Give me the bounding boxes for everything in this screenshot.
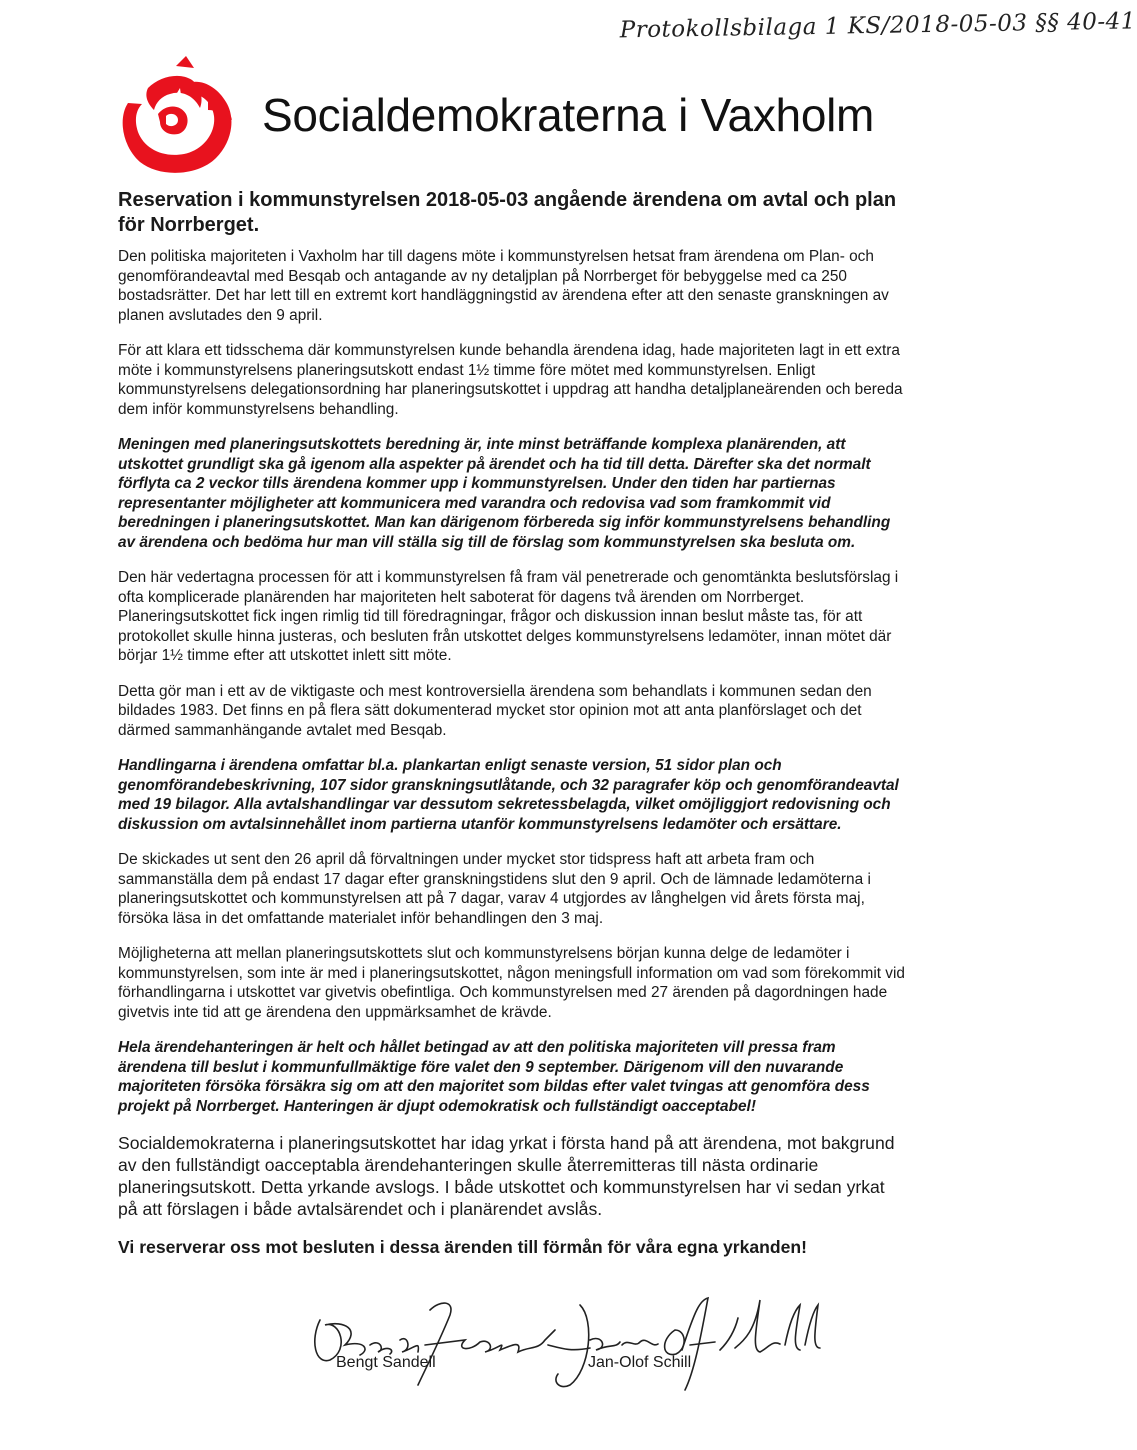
organization-title: Socialdemokraterna i Vaxholm bbox=[262, 89, 875, 141]
party-rose-logo bbox=[108, 58, 248, 178]
paragraph: För att klara ett tidsschema där kommunstyrelsen kunde behandla ärendena idag, hade majoriteten lagt in ett extra möte i kommunstyrelsens planeringsutskott endast 1½ timme före mötet med kommunstyrelsen. Enligt kommunstyrelsens delegationsordning har planeringsutskottet i uppdrag att handha detaljplaneärenden och bereda dem inför kommunstyrelsens behandling. bbox=[118, 342, 903, 418]
paragraph-large: Socialdemokraterna i planeringsutskottet har idag yrkat i första hand på att ärendena, mot bakgrund av den fullständigt oacceptabla ärendehanteringen skulle återremitteras till nästa ordinarie planeringsutskott. Detta yrkande avslogs. I både utskottet och kommunstyrelsen har vi sedan yrkat på att förslagen i både avtalsärendet och i planärendet avslås. bbox=[118, 1133, 895, 1219]
signatory-name: Bengt Sandell bbox=[336, 1354, 436, 1371]
signatory-name: Jan-Olof Schill bbox=[588, 1354, 692, 1371]
paragraph: Möjligheterna att mellan planeringsutskottets slut och kommunstyrelsens början kunna delge de ledamöter i kommunstyrelsen, som inte är med i planeringsutskottet, någon meningsfull information om vad som förekommit vid förhandlingarna i utskottet var givetvis obefintliga. Och kommunstyrelsen med 27 ärenden på dagordningen hade givetvis inte tid att ge ärendena den uppmärksamhet de krävde. bbox=[118, 945, 905, 1021]
document-title: Reservation i kommunstyrelsen 2018-05-03 angående ärendena om avtal och plan för Norrberget. bbox=[118, 189, 897, 236]
handwritten-signatures bbox=[290, 1290, 850, 1400]
emphasized-paragraph: Handlingarna i ärendena omfattar bl.a. plankartan enligt senaste version, 51 sidor plan och genomförandebeskrivning, 107 sidor granskningsutlåtande, och 32 paragrafer köp och genomförandeavtal med 19 bilagor. Alla avtalshandlingar var dessutom sekretessbelagda, vilket omöjliggjort redovisning och diskussion om avtalsinnehållet inom partierna utanför kommunstyrelsens ledamöter och ersättare. bbox=[118, 757, 899, 833]
handwritten-reference-note: Protokollsbilaga 1 KS/2018-05-03 §§ 40-41 bbox=[619, 8, 1137, 44]
paragraph: De skickades ut sent den 26 april då förvaltningen under mycket stor tidspress haft att arbeta fram och sammanställa dem på endast 17 dagar efter granskningstidens slut den 9 april. Och de lämnade ledamöterna i planeringsutskottet och kommunstyrelsen att på 7 dagar, varav 4 utgjordes av långhelgen vid årets första maj, försöka läsa in det omfattande materialet inför behandlingen den 3 maj. bbox=[118, 851, 871, 927]
closing-statement: Vi reserverar oss mot besluten i dessa ärenden till förmån för våra egna yrkanden! bbox=[118, 1237, 808, 1257]
document-body bbox=[118, 247, 908, 1274]
paragraph: Den här vedertagna processen för att i kommunstyrelsen få fram väl penetrerade och genomtänkta beslutsförslag i ofta komplicerade planärenden har majoriteten helt saboterat för dagens två ärenden om Norrberget. Planeringsutskottet fick ingen rimlig tid till föredragningar, frågor och diskussion innan beslut måste tas, för att protokollet skulle hinna justeras, och besluten från utskottet delges kommunstyrelsens ledamöter, innan mötet där börjar 1½ timme efter att utskottet inlett sitt möte. bbox=[118, 569, 899, 664]
signature-block bbox=[290, 1290, 850, 1390]
emphasized-paragraph: Meningen med planeringsutskottets beredning är, inte minst beträffande komplexa planärenden, att utskottet grundligt ska gå igenom alla aspekter på ärendet och ha tid till detta. Därefter ska det normalt förflyta ca 2 veckor tills ärendena kommer upp i kommunstyrelsen. Under den tiden har partiernas representanter möjligheter att kommunicera med varandra och redovisa vad som framkommit vid beredningen i planeringsutskottet. Man kan därigenom förbereda sig inför kommunstyrelsens behandling av ärendena och bedöma hur man vill ställa sig till de förslag som kommunstyrelsen ska besluta om. bbox=[118, 436, 891, 551]
emphasized-paragraph: Hela ärendehanteringen är helt och hållet betingad av att den politiska majoriteten vill pressa fram ärendena till beslut i kommunfullmäktige före valet den 9 september. Därigenom vill den nuvarande majoriteten försöka försäkra sig om att den majoritet som bildas efter valet tvingas att genomföra dess projekt på Norrberget. Hanteringen är djupt odemokratisk och fullständigt oacceptabel! bbox=[118, 1039, 870, 1115]
paragraph: Den politiska majoriteten i Vaxholm har till dagens möte i kommunstyrelsen hetsat fram ärendena om Plan- och genomförandeavtal med Besqab och antagande av ny detaljplan på Norrberget för bebyggelse med ca 250 bostadsrätter. Det har lett till en extremt kort handläggningstid av ärendena efter att den senaste granskningen av planen avslutades den 9 april. bbox=[118, 248, 889, 324]
paragraph: Detta gör man i ett av de viktigaste och mest kontroversiella ärendena som behandlats i kommunen sedan den bildades 1983. Det finns en på flera sätt dokumenterad mycket stor opinion mot att anta planförslaget och det därmed sammanhängande avtalet med Besqab. bbox=[118, 682, 872, 739]
